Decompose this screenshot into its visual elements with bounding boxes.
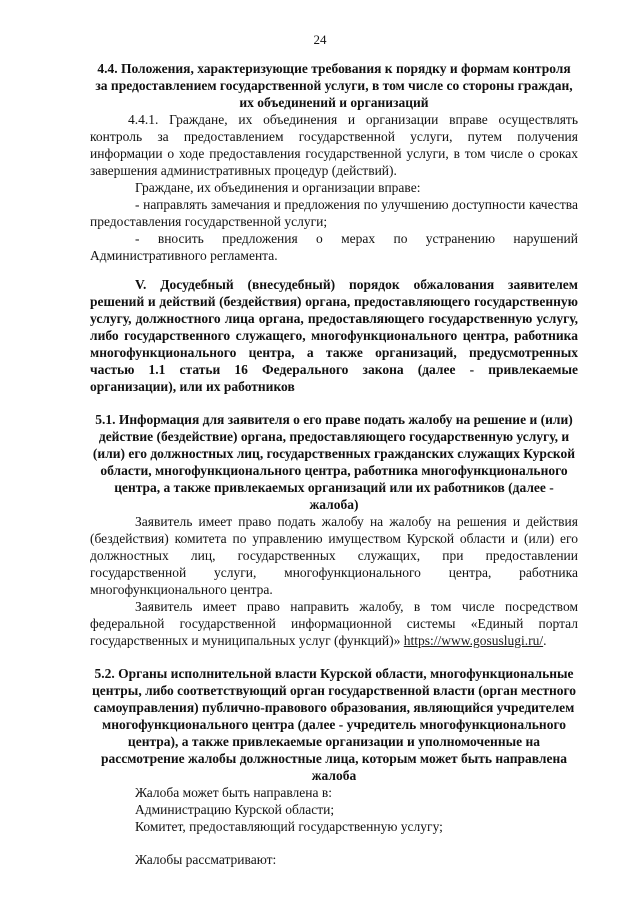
section-4-4-paragraph-3: - направлять замечания и предложения по улучшению доступности качества предоставления государственной услуги; <box>90 197 578 229</box>
section-4-4-heading: 4.4. Положения, характеризующие требования к порядку и формам контроля за предоставлением государственной услуги, в том числе со стороны граждан, их объединений и организаций <box>95 61 573 110</box>
section-5-1-paragraph-2-text: Заявитель имеет право направить жалобу, в том числе посредством федеральной государственной информационной системы «Единый портал государственных и муниципальных услуг (функций)» <box>90 599 578 648</box>
section-5-2-paragraph-4: Жалобы рассматривают: <box>135 852 277 867</box>
section-5-1-heading: 5.1. Информация для заявителя о его праве подать жалобу на решение и (или) действие (бездействие) органа, предоставляющего государственную услугу, и (или) его должностных лиц, государственных гражданских служащих Курской области, многофункционального центра, работника многофункционального центра, а также привлекаемых организаций или их работников (далее - жалоба) <box>92 412 576 512</box>
gosuslugi-link[interactable]: https://www.gosuslugi.ru/ <box>403 633 544 648</box>
section-4-4-paragraph-4: - вносить предложения о мерах по устранению нарушений Административного регламента. <box>90 231 578 263</box>
page-content <box>90 60 578 868</box>
section-5-1-paragraph-2 <box>90 598 578 649</box>
section-5-1-paragraph-2-end: . <box>543 633 547 648</box>
section-5-2-heading: 5.2. Органы исполнительной власти Курской области, многофункциональные центры, либо соответствующий орган государственной власти (орган местного самоуправления) публично-правового образования, являющийся учредителем многофункционального центра (далее - учредитель многофункционального центра), а также привлекаемые организации и уполномоченные на рассмотрение жалобы должностные лица, которым может быть направлена жалоба <box>91 666 577 783</box>
section-5-2-paragraph-3: Комитет, предоставляющий государственную услугу; <box>135 819 443 834</box>
section-5-1-paragraph-1: Заявитель имеет право подать жалобу на жалобу на решения и действия (бездействия) комитета по управлению имуществом Курской области и (или) его должностных лиц, государственных служащих, при предоставлении государственной услуги, многофункционального центра, работника многофункционального центра. <box>90 514 578 597</box>
section-5-2-paragraph-1: Жалоба может быть направлена в: <box>135 785 332 800</box>
section-v-heading: V. Досудебный (внесудебный) порядок обжалования заявителем решений и действий (бездействия) органа, предоставляющего государственную услугу, должностного лица органа, предоставляющего государственную услугу, либо государственного служащего, многофункционального центра, работника многофункционального центра, а также организаций, предусмотренных частью 1.1 статьи 16 Федерального закона (далее - привлекаемые организации), или их работников <box>90 277 578 394</box>
section-4-4-paragraph-2: Граждане, их объединения и организации вправе: <box>135 180 421 195</box>
page-number: 24 <box>313 32 327 47</box>
section-4-4-paragraph-1: 4.4.1. Граждане, их объединения и организации вправе осуществлять контроль за предоставлением государственной услуги, путем получения информации о ходе предоставления государственной услуги, в том числе о сроках завершения административных процедур (действий). <box>90 112 578 178</box>
section-5-2-paragraph-2: Администрацию Курской области; <box>135 802 335 817</box>
